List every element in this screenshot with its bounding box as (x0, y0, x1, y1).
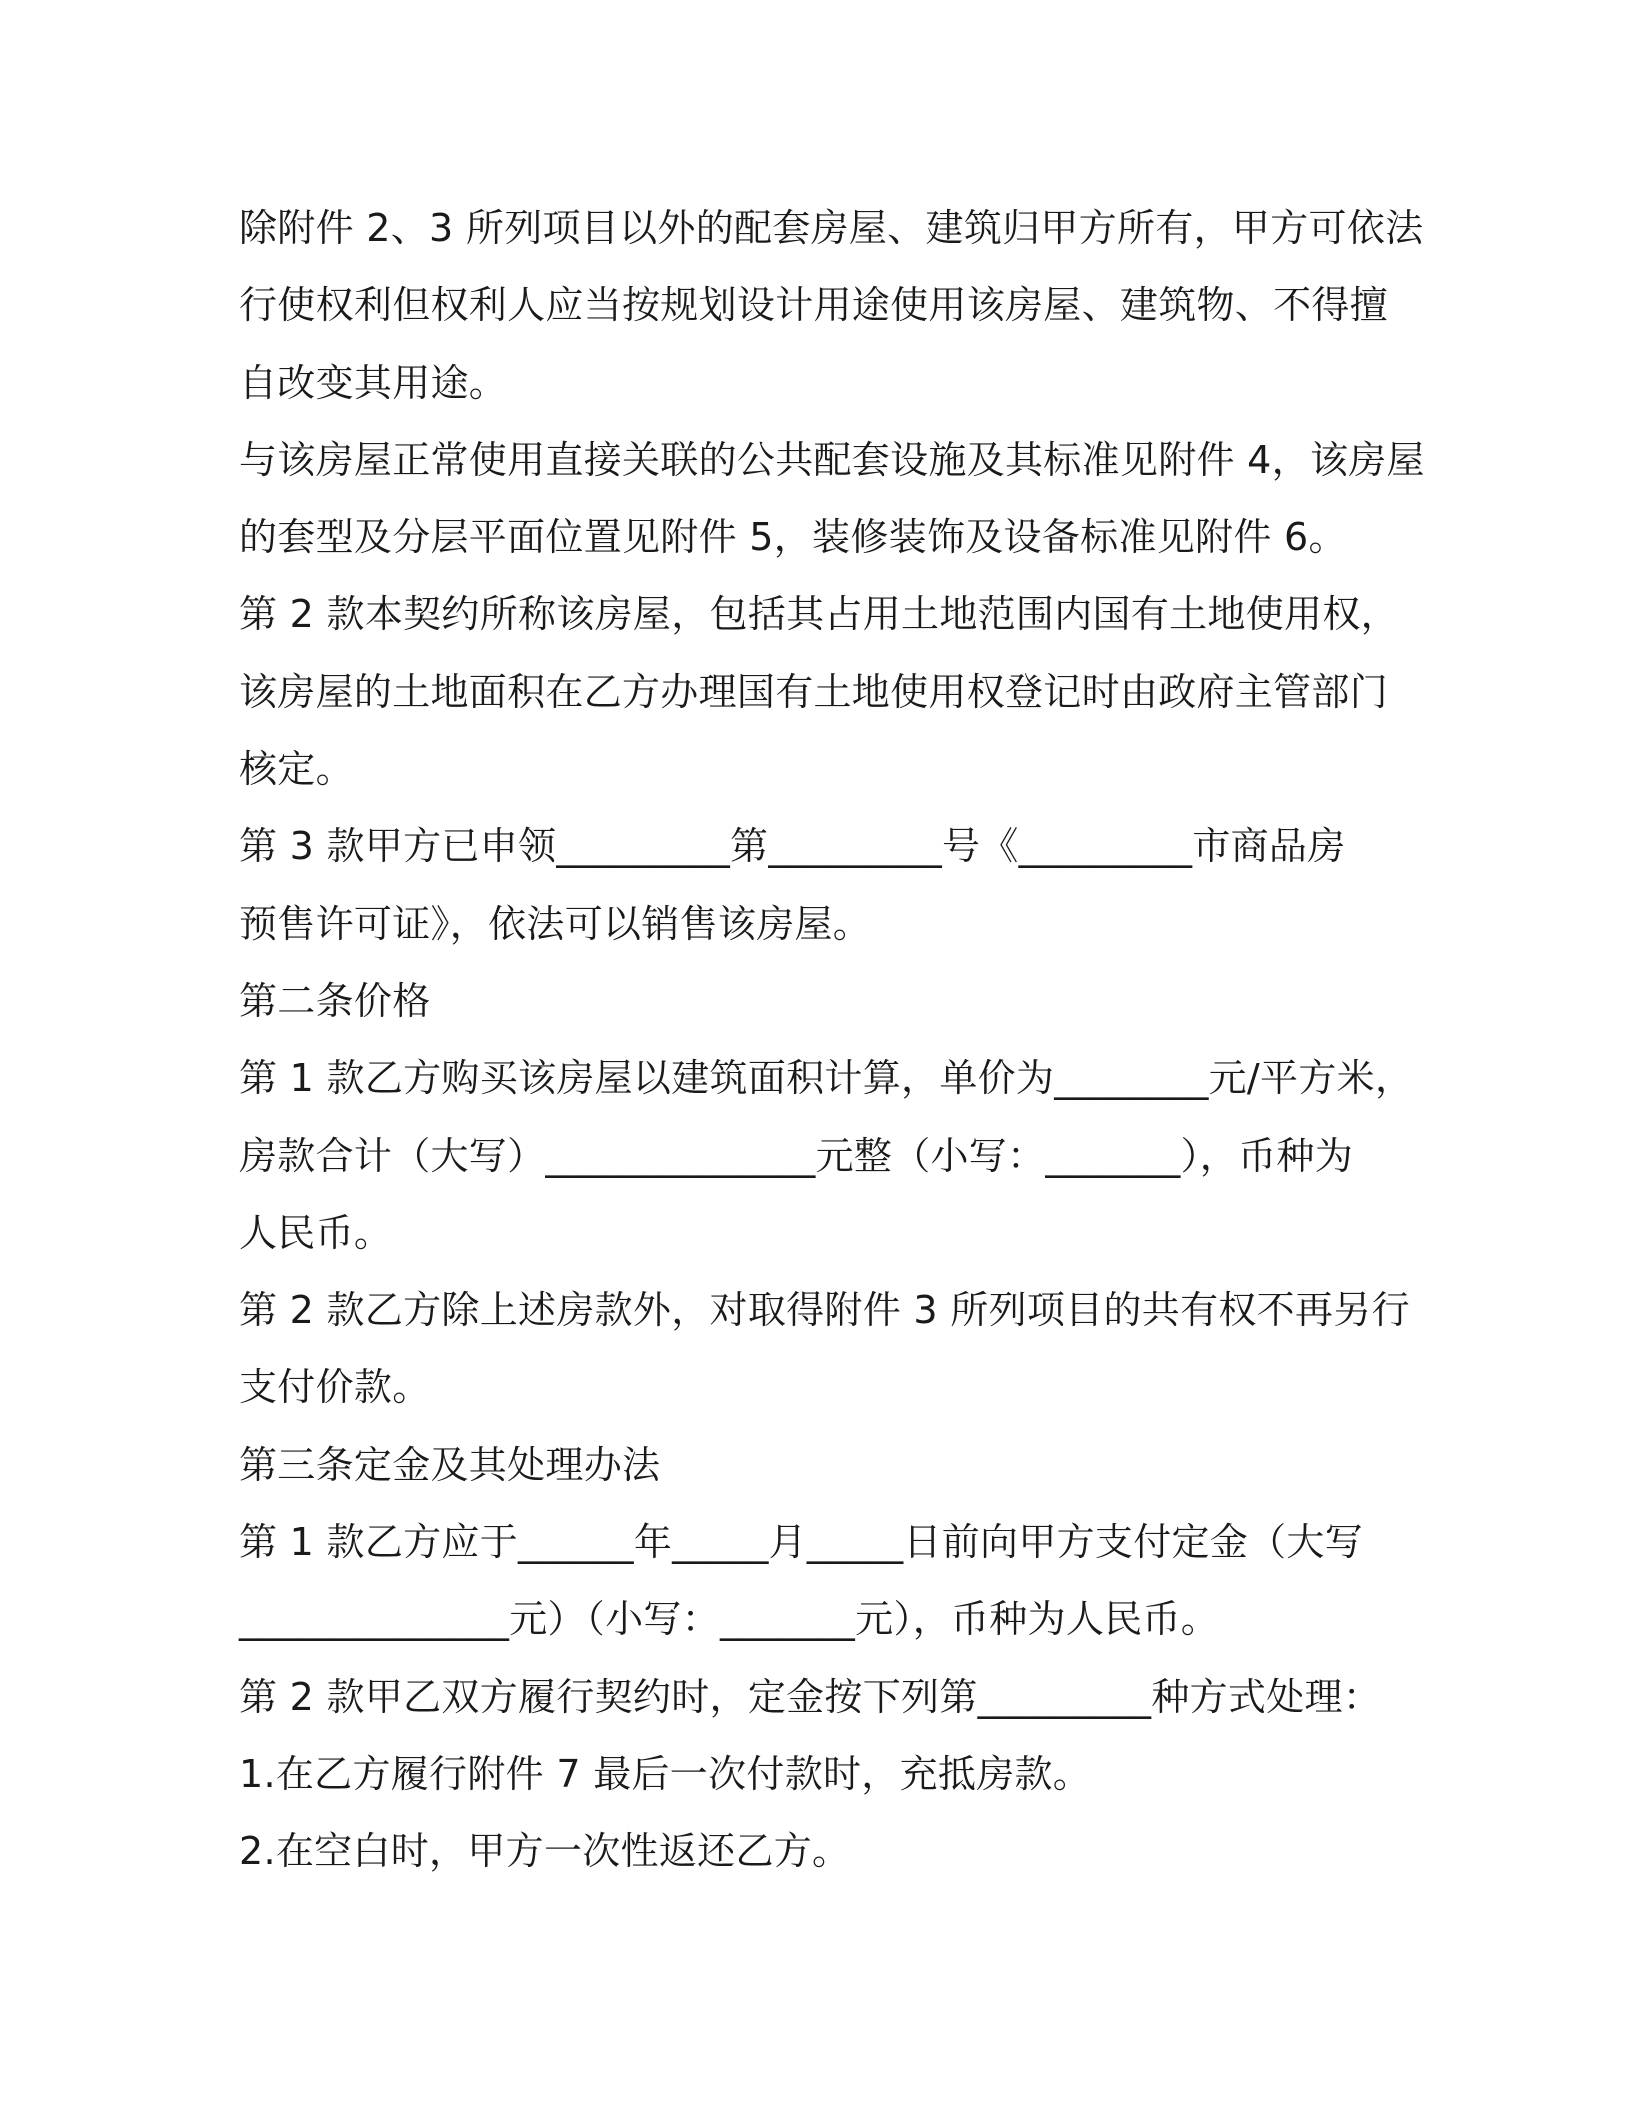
clause-line: 人民币。 (239, 1210, 393, 1255)
list-item: 2.在空白时，甲方一次性返还乙方。 (239, 1829, 851, 1874)
clause-line: 第 3 款甲方已申领_________第_________号《_________市商品房 (239, 824, 1346, 869)
list-item: 1.在乙方履行附件 7 最后一次付款时，充抵房款。 (239, 1751, 1092, 1796)
paragraph-line: 行使权利但权利人应当按规划设计用途使用该房屋、建筑物、不得擅 (239, 283, 1389, 328)
paragraph-line: 的套型及分层平面位置见附件 5，装修装饰及设备标准见附件 6。 (239, 515, 1347, 560)
clause-line: 该房屋的土地面积在乙方办理国有土地使用权登记时由政府主管部门 (239, 669, 1389, 714)
paragraph-line: 自改变其用途。 (239, 360, 508, 405)
clause-line: 支付价款。 (239, 1365, 431, 1410)
clause-line: 房款合计（大写）______________元整（小写：_______），币种为 (239, 1133, 1354, 1178)
paragraph-line: 与该房屋正常使用直接关联的公共配套设施及其标准见附件 4，该房屋 (239, 437, 1425, 482)
article-heading: 第三条定金及其处理办法 (239, 1442, 661, 1487)
document-body (239, 190, 1425, 1891)
clause-line: 第 1 款乙方应于______年_____月_____日前向甲方支付定金（大写 (239, 1520, 1364, 1565)
clause-line: 第 1 款乙方购买该房屋以建筑面积计算，单价为________元/平方米， (239, 1056, 1414, 1101)
article-heading: 第二条价格 (239, 978, 431, 1023)
clause-line: 第 2 款乙方除上述房款外，对取得附件 3 所列项目的共有权不再另行 (239, 1288, 1410, 1333)
clause-line: 核定。 (239, 747, 354, 792)
paragraph-line: 除附件 2、3 所列项目以外的配套房屋、建筑归甲方所有，甲方可依法 (239, 206, 1424, 250)
clause-line: 预售许可证》，依法可以销售该房屋。 (239, 901, 872, 946)
clause-line: ______________元）（小写：_______元），币种为人民币。 (239, 1597, 1220, 1642)
clause-line: 第 2 款本契约所称该房屋，包括其占用土地范围内国有土地使用权， (239, 592, 1399, 637)
clause-line: 第 2 款甲乙双方履行契约时，定金按下列第_________种方式处理： (239, 1674, 1382, 1719)
